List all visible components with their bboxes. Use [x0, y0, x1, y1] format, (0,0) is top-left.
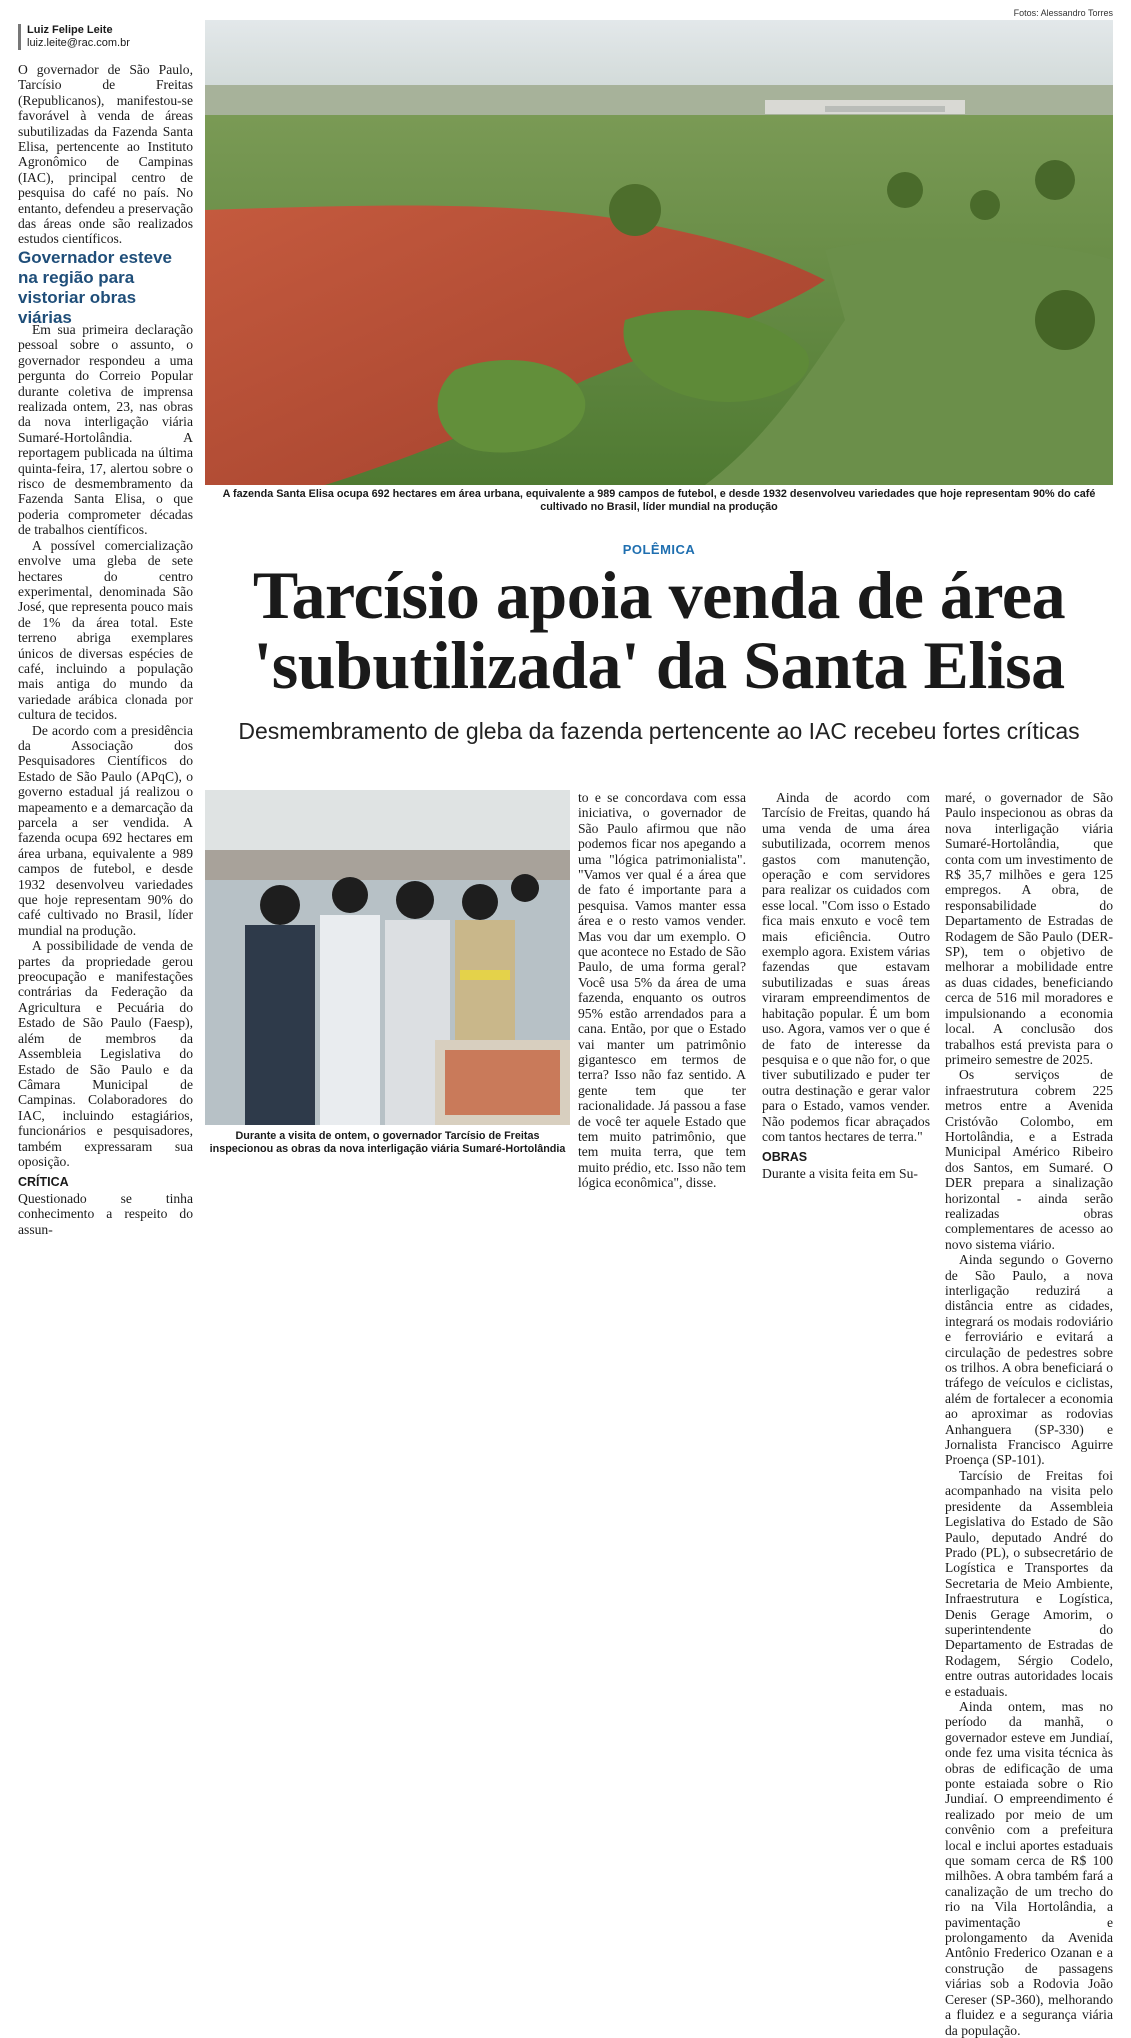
- column-3: [578, 790, 746, 1191]
- column-4: [762, 790, 930, 1181]
- col1-tail: Questionado se tinha conhecimento a respeito do assun-: [18, 1190, 193, 1237]
- col3-text: to e se concordava com essa iniciativa, o governador de São Paulo afirmou que não podemos ficar nos apegando a uma "lógica patrimonialista". "Vamos ver qual é a área que de fato é importante para a pesquisa. Vamos manter essa área e o resto vamos vender. Mas vou dar um exemplo. O que acontece no Estado de São Paulo, de uma forma geral? Você usa 5% da área de uma fazenda, enquanto os outros 95% estão arrendados para a cana. Então, por que o Estado vai manter um patrimônio gigantesco em termos de terra? Isso não faz sentido. A gente tem que ter racionalidade. Já passou a fase de você ter aquele Estado que tem muito patrimônio, que tem muita terra, que tem muito prédio, etc. Isso não tem lógica econômica", disse.: [578, 790, 746, 1191]
- col4-tail: Durante a visita feita em Su-: [762, 1165, 918, 1181]
- col1-paragraph-3: De acordo com a presidência da Associação dos Pesquisadores Científicos do Estado de São Paulo (APqC), o governo estadual já realizou o mapeamento e a demarcação da parcela a ser vendida. A fazenda ocupa 692 hectares em área urbana, equivalente a 989 campos de futebol, e desde 1932 desenvolveu variedades que hoje representam 90% do café cultivado no Brasil, líder mundial na produção.: [18, 722, 193, 938]
- main-photo: [205, 20, 1113, 485]
- lead-paragraph: O governador de São Paulo, Tarcísio de Freitas (Republicanos), manifestou-se favorável à venda de áreas subutilizadas da Fazenda Santa Elisa, pertencente ao Instituto Agronômico de Campinas (IAC), principal centro de pesquisa do café no país. No entanto, defendeu a preservação das áreas onde são realizados estudos científicos.: [18, 62, 193, 247]
- main-photo-caption: A fazenda Santa Elisa ocupa 692 hectares em área urbana, equivalente a 989 campos de futebol, e desde 1932 desenvolveu variedades que hoje representam 90% do café cultivado no Brasil, líder mundial na produção: [222, 488, 1096, 513]
- col5-paragraph-3: Ainda segundo o Governo de São Paulo, a nova interligação reduzirá a distância entre as cidades, integrará os modais rodoviário e ferroviário e evitará a circulação de pedestres sobre os trilhos. A obra beneficiará o tráfego de veículos e ciclistas, além de fortalecer a economia ao aproximar as rodovias Anhanguera (SP-330) e Jornalista Francisco Aguirre Proença (SP-101).: [945, 1252, 1113, 1468]
- col1-paragraph-1: Em sua primeira declaração pessoal sobre o assunto, o governador respondeu a uma pergunta do Correio Popular durante coletiva de imprensa realizada ontem, 23, nas obras da nova interligação viária Sumaré-Hortolândia. A reportagem publicada na última quinta-feira, 17, alertou sobre o risco de desmembramento da Fazenda Santa Elisa, o que poderia comprometer décadas de trabalhos científicos.: [18, 322, 193, 538]
- col1-paragraph-2: A possível comercialização envolve uma gleba de sete hectares do centro experimental, denominada São José, que representa pouco mais de 1% da área total. Este terreno abriga exemplares únicos de diversas espécies de café, incluindo a população mais antiga do mundo da variedade arábica clonada por cultura de tecidos.: [18, 537, 193, 723]
- byline: [18, 24, 130, 50]
- col1-paragraph-4: A possibilidade de venda de partes da propriedade gerou preocupação e manifestações contrárias da Federação da Agricultura e Pecuária do Estado de São Paulo (Faesp), além de membros da Assembleia Legislativa do Estado de São Paulo e da Câmara Municipal de Campinas. Colaboradores do IAC, incluindo estagiários, funcionários e pesquisadores, também expressaram sua oposição.: [18, 938, 193, 1169]
- col5-paragraph-4: Tarcísio de Freitas foi acompanhado na visita pelo presidente da Assembleia Legislativa do Estado de São Paulo, deputado André do Prado (PL), o subsecretário de Logística e Transportes da Secretaria de Meio Ambiente, Infraestrutura e Logística, Denis Gerage Amorim, o superintendente do Departamento de Estradas de Rodagem, Sérgio Codelo, entre outras autoridades locais e estaduais.: [945, 1467, 1113, 1699]
- col5-paragraph-5: Ainda ontem, mas no período da manhã, o governador esteve em Jundiaí, onde fez uma visita técnica às obras de edificação de uma ponte estaiada sobre o Rio Jundiaí. O empreendimento é realizado por meio de um convênio com a prefeitura local e inclui aportes estaduais que somam cerca de R$ 100 milhões. A obra também fará a canalização de um trecho do rio na Vila Hortolândia, a pavimentação e prolongamento da Avenida Antônio Frederico Ozanan e a construção de passagens viárias sob a Rodovia João Cereser (SP-360), melhorando a fluidez e a segurança viária da população.: [945, 1698, 1113, 2038]
- second-photo: [205, 790, 570, 1125]
- headline: Tarcísio apoia venda de área 'subutilizada' da Santa Elisa: [252, 557, 1066, 703]
- column-5: [945, 790, 1113, 2038]
- kicker: POLÊMICA: [622, 542, 696, 557]
- col5-paragraph-2: Os serviços de infraestrutura cobrem 225 metros entre a Avenida Cristóvão Colombo, em Hortolândia, e a Estrada Municipal Américo Ribeiro dos Santos, em Sumaré. O DER prepara a sinalização horizontal - ainda serão realizadas obras complementares de acesso ao novo sistema viário.: [945, 1067, 1113, 1252]
- second-photo-caption: Durante a visita de ontem, o governador Tarcísio de Freitas inspecionou as obras da nova interligação viária Sumaré-Hortolândia: [209, 1130, 566, 1155]
- col5-paragraph-1: maré, o governador de São Paulo inspecionou as obras da nova interligação viária Sumaré-Hortolândia, que conta com um investimento de R$ 35,7 milhões e gera 125 empregos. A obra, de responsabilidade do Departamento de Estradas de Rodagem de São Paulo (DER-SP), tem o objetivo de melhorar a mobilidade entre as duas cidades, beneficiando cerca de 516 mil moradores e impulsionando a economia local. A conclusão dos trabalhos está prevista para o primeiro semestre de 2025.: [945, 790, 1113, 1067]
- sidebar-heading: Governador esteve na região para vistoriar obras viárias: [18, 248, 173, 327]
- author-name: Luiz Felipe Leite: [27, 24, 113, 36]
- author-email[interactable]: luiz.leite@rac.com.br: [27, 37, 130, 49]
- col4-text: Ainda de acordo com Tarcísio de Freitas, quando há uma venda de uma área subutilizada, ocorrem menos gastos com manutenção, operação e com servidores para realizar os cuidados com esse local. "Com isso o Estado fica mais enxuto e você tem mais eficiência. Outro exemplo agora. Existem várias fazendas que estavam subutilizadas e suas áreas viraram empreendimentos de habitação popular. É um bom uso. Agora, vamos ver o que é de fato de interesse da pesquisa e o que não for, o que tiver subutilizado e puder ter outra destinação e gerar valor para o Estado, vamos vender. Não podemos ficar abraçados com tantos hectares de terra.": [762, 790, 930, 1144]
- aerial-farm-illustration: [205, 20, 1113, 485]
- column-1: [18, 322, 193, 1237]
- photo-credit: Fotos: Alessandro Torres: [1013, 8, 1113, 18]
- subtitle: Desmembramento de gleba da fazenda pertencente ao IAC recebeu fortes críticas: [238, 718, 1080, 744]
- col4-subhead: OBRAS: [762, 1150, 808, 1165]
- col1-subhead: CRÍTICA: [18, 1175, 69, 1190]
- visit-photo-illustration: [205, 790, 570, 1125]
